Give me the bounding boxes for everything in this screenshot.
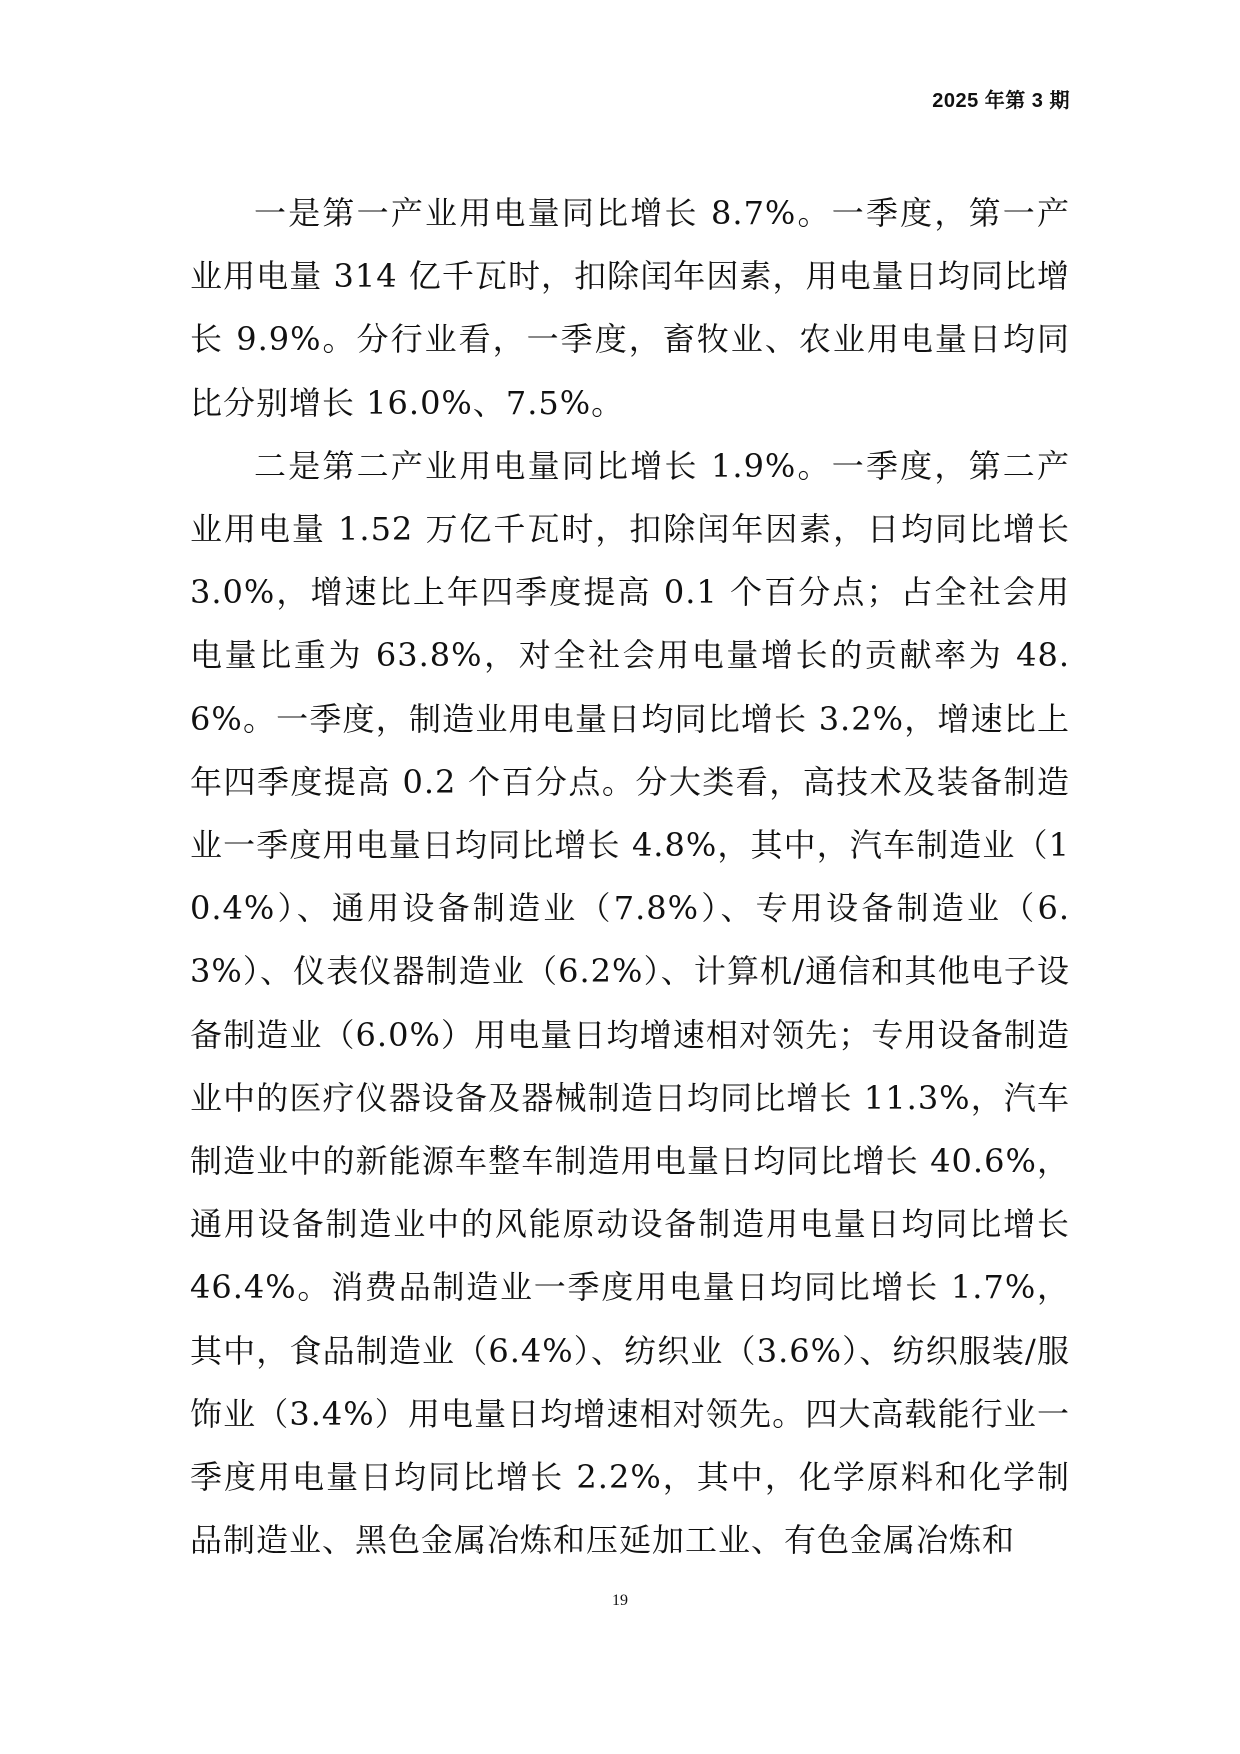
article-body xyxy=(190,182,1070,1572)
issue-header: 2025 年第 3 期 xyxy=(932,90,1070,112)
paragraph-primary-industry: 一是第一产业用电量同比增长 8.7%。一季度，第一产业用电量 314 亿千瓦时，扣除闰年因素，用电量日均同比增长 9.9%。分行业看，一季度，畜牧业、农业用电量日均同比分别增长 16.0%、7.5%。 xyxy=(190,194,1070,422)
paragraph-secondary-industry: 二是第二产业用电量同比增长 1.9%。一季度，第二产业用电量 1.52 万亿千瓦时，扣除闰年因素，日均同比增长 3.0%，增速比上年四季度提高 0.1 个百分点；占全社会用电量比重为 63.8%，对全社会用电量增长的贡献率为 48.6%。一季度，制造业用电量日均同比增长 3.2%，增速比上年四季度提高 0.2 个百分点。分大类看，高技术及装备制造业一季度用电量日均同比增长 4.8%，其中，汽车制造业（10.4%）、通用设备制造业（7.8%）、专用设备制造业（6.3%）、仪表仪器制造业（6.2%）、计算机/通信和其他电子设备制造业（6.0%）用电量日均增速相对领先；专用设备制造业中的医疗仪器设备及器械制造日均同比增长 11.3%，汽车制造业中的新能源车整车制造用电量日均同比增长 40.6%，通用设备制造业中的风能原动设备制造用电量日均同比增长 46.4%。消费品制造业一季度用电量日均同比增长 1.7%，其中，食品制造业（6.4%）、纺织业（3.6%）、纺织服装/服饰业（3.4%）用电量日均增速相对领先。四大高载能行业一季度用电量日均同比增长 2.2%，其中，化学原料和化学制品制造业、黑色金属冶炼和压延加工业、有色金属冶炼和 xyxy=(190,446,1070,1560)
page-number: 19 xyxy=(612,1592,628,1609)
